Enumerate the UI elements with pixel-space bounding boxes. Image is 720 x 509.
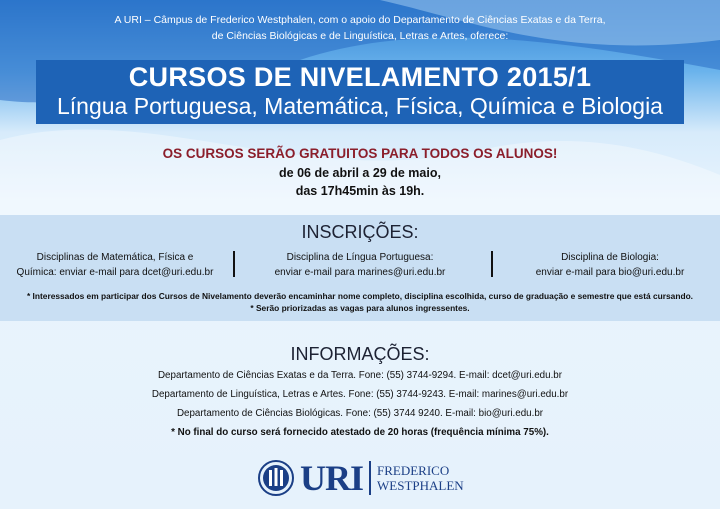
title-banner xyxy=(36,60,684,124)
intro-text xyxy=(0,12,720,44)
certificate-note: * No final do curso será fornecido atestado de 20 horas (frequência mínima 75%). xyxy=(171,427,549,438)
inscricao-column-biologia xyxy=(505,250,715,280)
inscricao-column-portugues xyxy=(255,250,465,280)
free-notice: OS CURSOS SERÃO GRATUITOS PARA TODOS OS ALUNOS! xyxy=(162,146,558,161)
column-divider xyxy=(233,251,235,277)
column-line-2: enviar e-mail para marines@uri.edu.br xyxy=(274,267,446,278)
info-line: Departamento de Ciências Exatas e da Terra. Fone: (55) 3744-9294. E-mail: dcet@uri.edu.br xyxy=(157,370,563,381)
logo-name: URI xyxy=(300,458,364,498)
logo-city xyxy=(377,463,464,493)
logo-divider xyxy=(369,461,371,495)
banner-title: CURSOS DE NIVELAMENTO 2015/1 xyxy=(128,62,592,92)
inscricao-note-2: * Serão priorizadas as vagas para alunos ingressentes. xyxy=(250,303,470,313)
column-line-1: Disciplinas de Matemática, Física e xyxy=(36,252,194,263)
informacoes-list xyxy=(0,366,720,442)
logo-city-line-1: FREDERICO xyxy=(377,463,450,478)
inscricao-column-exatas xyxy=(10,250,220,280)
column-line-1: Disciplina de Língua Portuguesa: xyxy=(286,252,434,263)
dates-line-2: das 17h45min às 19h. xyxy=(295,184,425,198)
logo-city-line-2: WESTPHALEN xyxy=(377,478,464,493)
intro-line-2: de Ciências Biológicas e de Linguística, Letras e Artes, oferece: xyxy=(211,30,509,42)
intro-line-1: A URI – Câmpus de Frederico Westphalen, com o apoio do Departamento de Ciências Exatas e da Terra, xyxy=(114,14,606,26)
column-line-1: Disciplina de Biologia: xyxy=(561,252,659,263)
column-divider xyxy=(491,251,493,277)
column-line-2: Química: enviar e-mail para dcet@uri.edu.br xyxy=(16,267,214,278)
uri-logo xyxy=(258,458,464,498)
info-line: Departamento de Ciências Biológicas. Fone: (55) 3744 9240. E-mail: bio@uri.edu.br xyxy=(176,408,544,419)
course-dates xyxy=(0,164,720,200)
dates-line-1: de 06 de abril a 29 de maio, xyxy=(279,166,441,180)
column-line-2: enviar e-mail para bio@uri.edu.br xyxy=(535,267,685,278)
banner-subtitle: Língua Portuguesa, Matemática, Física, Química e Biologia xyxy=(57,93,663,119)
info-line: Departamento de Linguística, Letras e Artes. Fone: (55) 3744-9243. E-mail: marines@uri.edu.br xyxy=(151,389,569,400)
inscricoes-heading: INSCRIÇÕES: xyxy=(301,222,419,242)
inscricao-note-1: * Interessados em participar dos Cursos de Nivelamento deverão encaminhar nome completo, disciplina escolhida, curso de graduação e semestre que está cursando. xyxy=(26,291,694,301)
informacoes-heading: INFORMAÇÕES: xyxy=(290,344,430,364)
uri-emblem-icon xyxy=(258,460,294,496)
